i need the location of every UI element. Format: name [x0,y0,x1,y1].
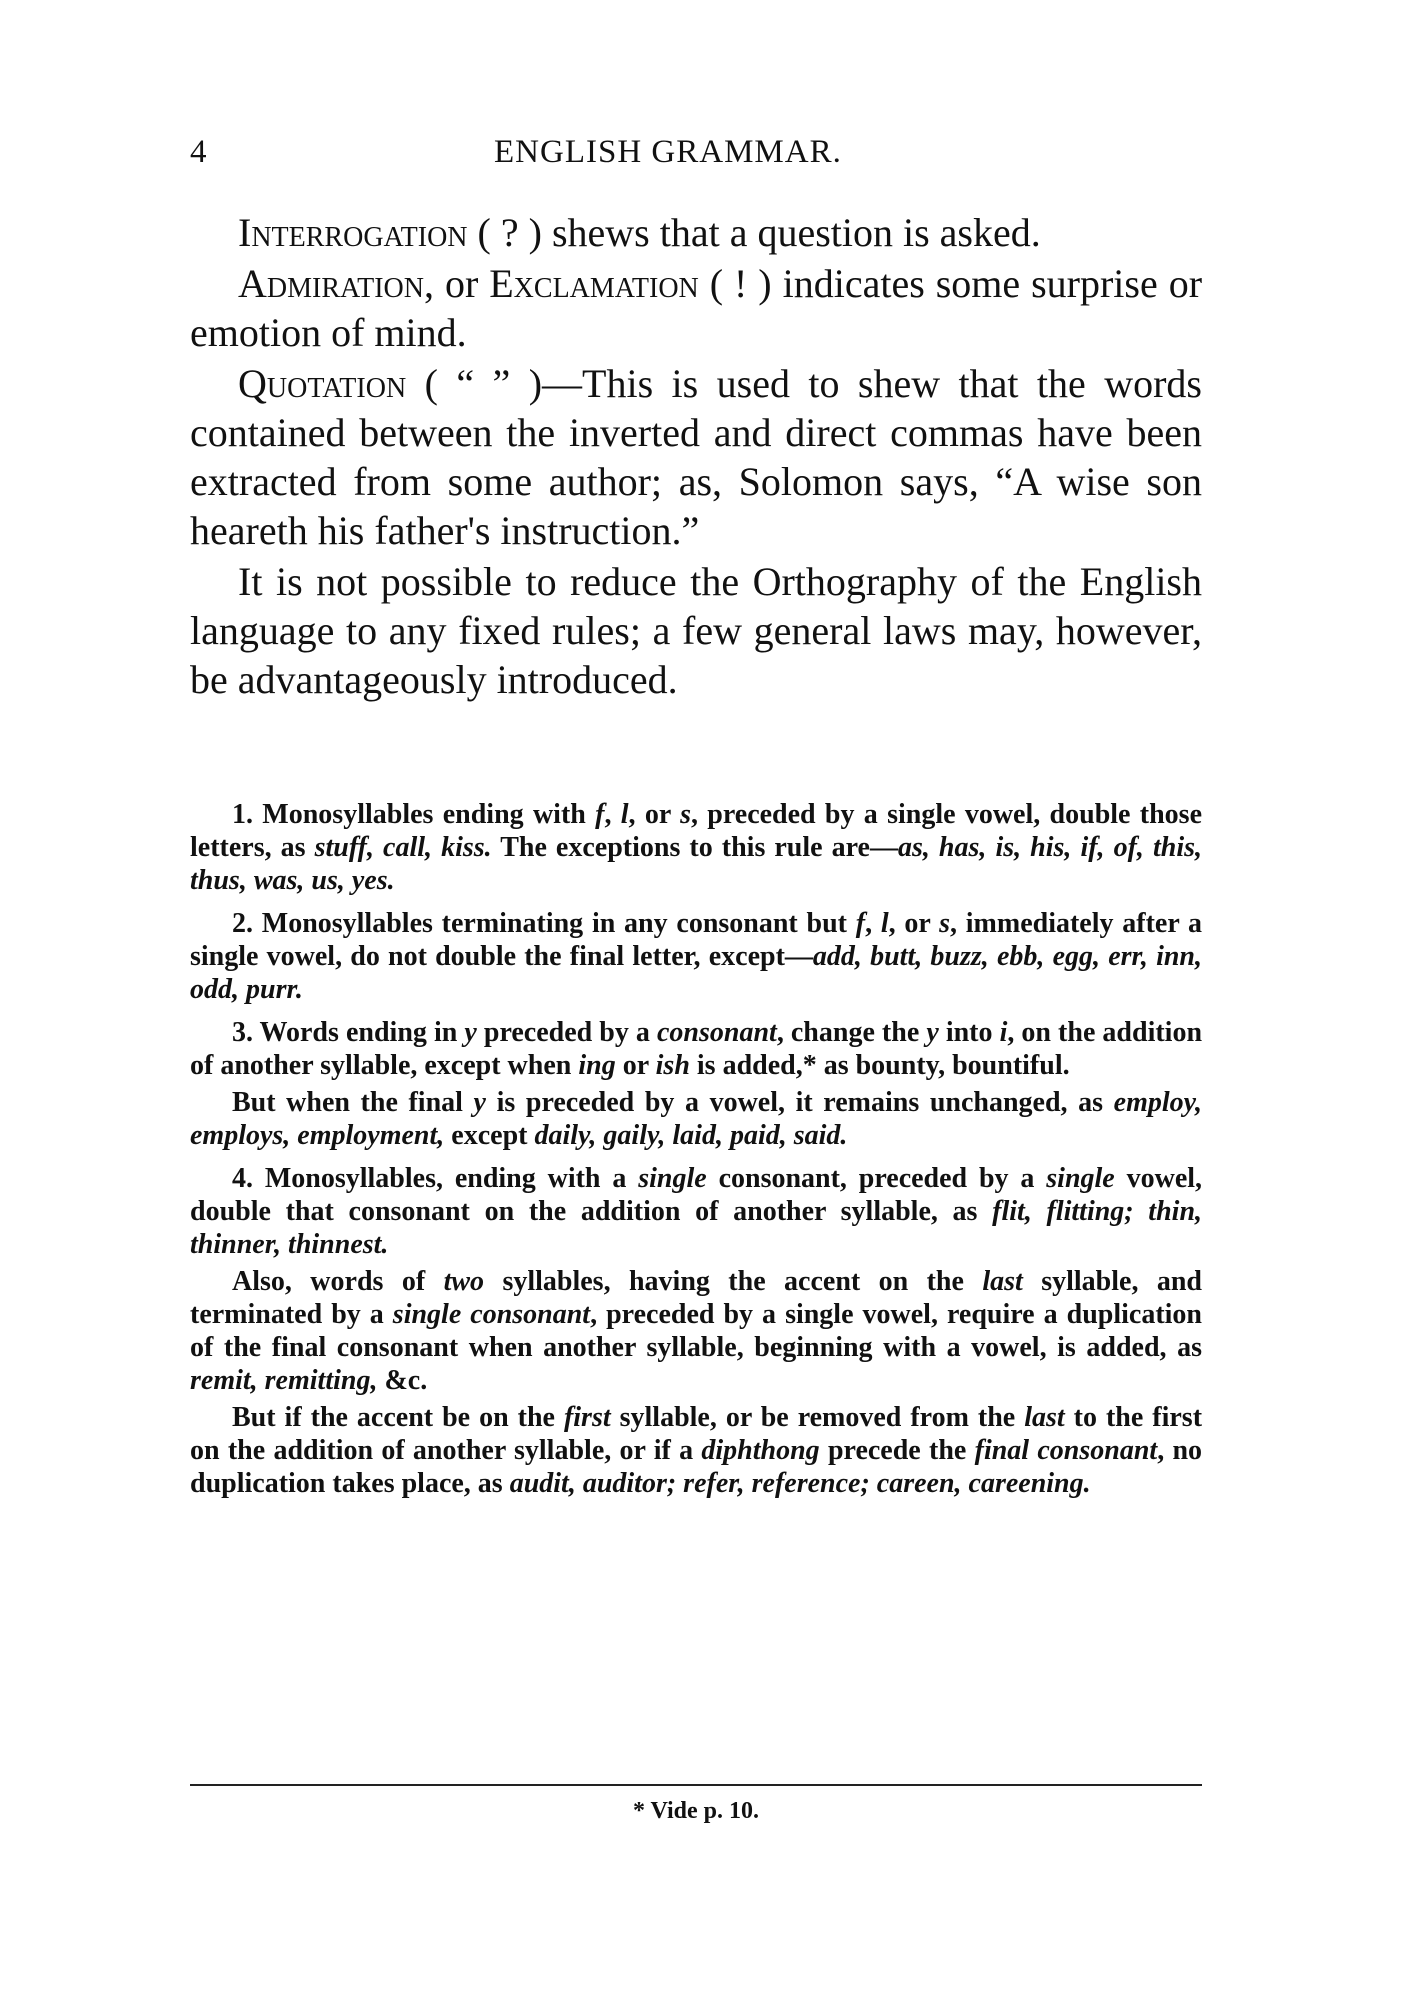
interrogation-paragraph [190,208,1202,257]
rule-4-continuation-2: But if the accent be on the first syllable, or be removed from the last to the first on the addition of another syllable, or if a diphthong precede the final consonant, no duplication takes place, as audit, auditor; refer, reference; careen, careening. [190,1402,1203,1499]
admiration-term: Admiration [238,261,424,306]
page-number: 4 [190,134,208,170]
quotation-symbol: ( “ ” ) [424,361,543,406]
admiration-text: indicates some surprise or emotion of mind. [190,261,1203,355]
interrogation-text: shews that a question is asked. [551,210,1041,255]
rule-2: 2. Monosyllables terminating in any consonant but f, l, or s, immediately after a single vowel, do not double the final letter, except—add, butt, buzz, ebb, egg, err, inn, odd, purr. [190,908,1203,1005]
interrogation-symbol: ( ? ) [477,210,542,255]
quotation-term: Quotation [238,361,407,406]
quotation-paragraph [190,359,1202,555]
admiration-symbol: ( ! ) [709,261,772,306]
interrogation-term: Interrogation [238,210,468,255]
running-title: ENGLISH GRAMMAR. [494,134,842,170]
rule-4-continuation-1: Also, words of two syllables, having the accent on the last syllable, and terminated by a single consonant, preceded by a single vowel, require a duplication of the final consonant when another syllable, beginning with a vowel, is added, as remit, remitting, &c. [190,1266,1202,1396]
admiration-paragraph [190,259,1202,357]
exclamation-term: Exclamation [489,261,699,306]
spelling-rules [190,798,1202,1510]
intro-paragraph: It is not possible to reduce the Orthography of the English language to any fixed rules; a few general laws may, however, be advantageously introduced. [190,559,1202,702]
admiration-or: , or [424,261,490,306]
main-text [190,208,1202,706]
rule-4: 4. Monosyllables, ending with a single consonant, preceded by a single vowel, double that consonant on the addition of another syllable, as flit, flitting; thin, thinner, thinnest. [190,1163,1203,1260]
footnote-divider [190,1784,1202,1786]
footnote: * Vide p. 10. [632,1798,760,1824]
rule-1: 1. Monosyllables ending with f, l, or s, preceded by a single vowel, double those letters, as stuff, call, kiss. The exceptions to this rule are—as, has, is, his, if, of, this, thus, was, us, yes. [190,799,1202,896]
quotation-text: —This is used to shew that the words contained between the inverted and direct commas have been extracted from some author; as, Solomon says, “A wise son heareth his father's instruction.” [190,361,1202,553]
rule-3: 3. Words ending in y preceded by a consonant, change the y into i, on the addition of another syllable, except when ing or ish is added,* as bounty, bountiful. [190,1017,1203,1081]
rule-3-continuation: But when the final y is preceded by a vowel, it remains unchanged, as employ, employs, employment, except daily, gaily, laid, paid, said. [190,1087,1203,1151]
